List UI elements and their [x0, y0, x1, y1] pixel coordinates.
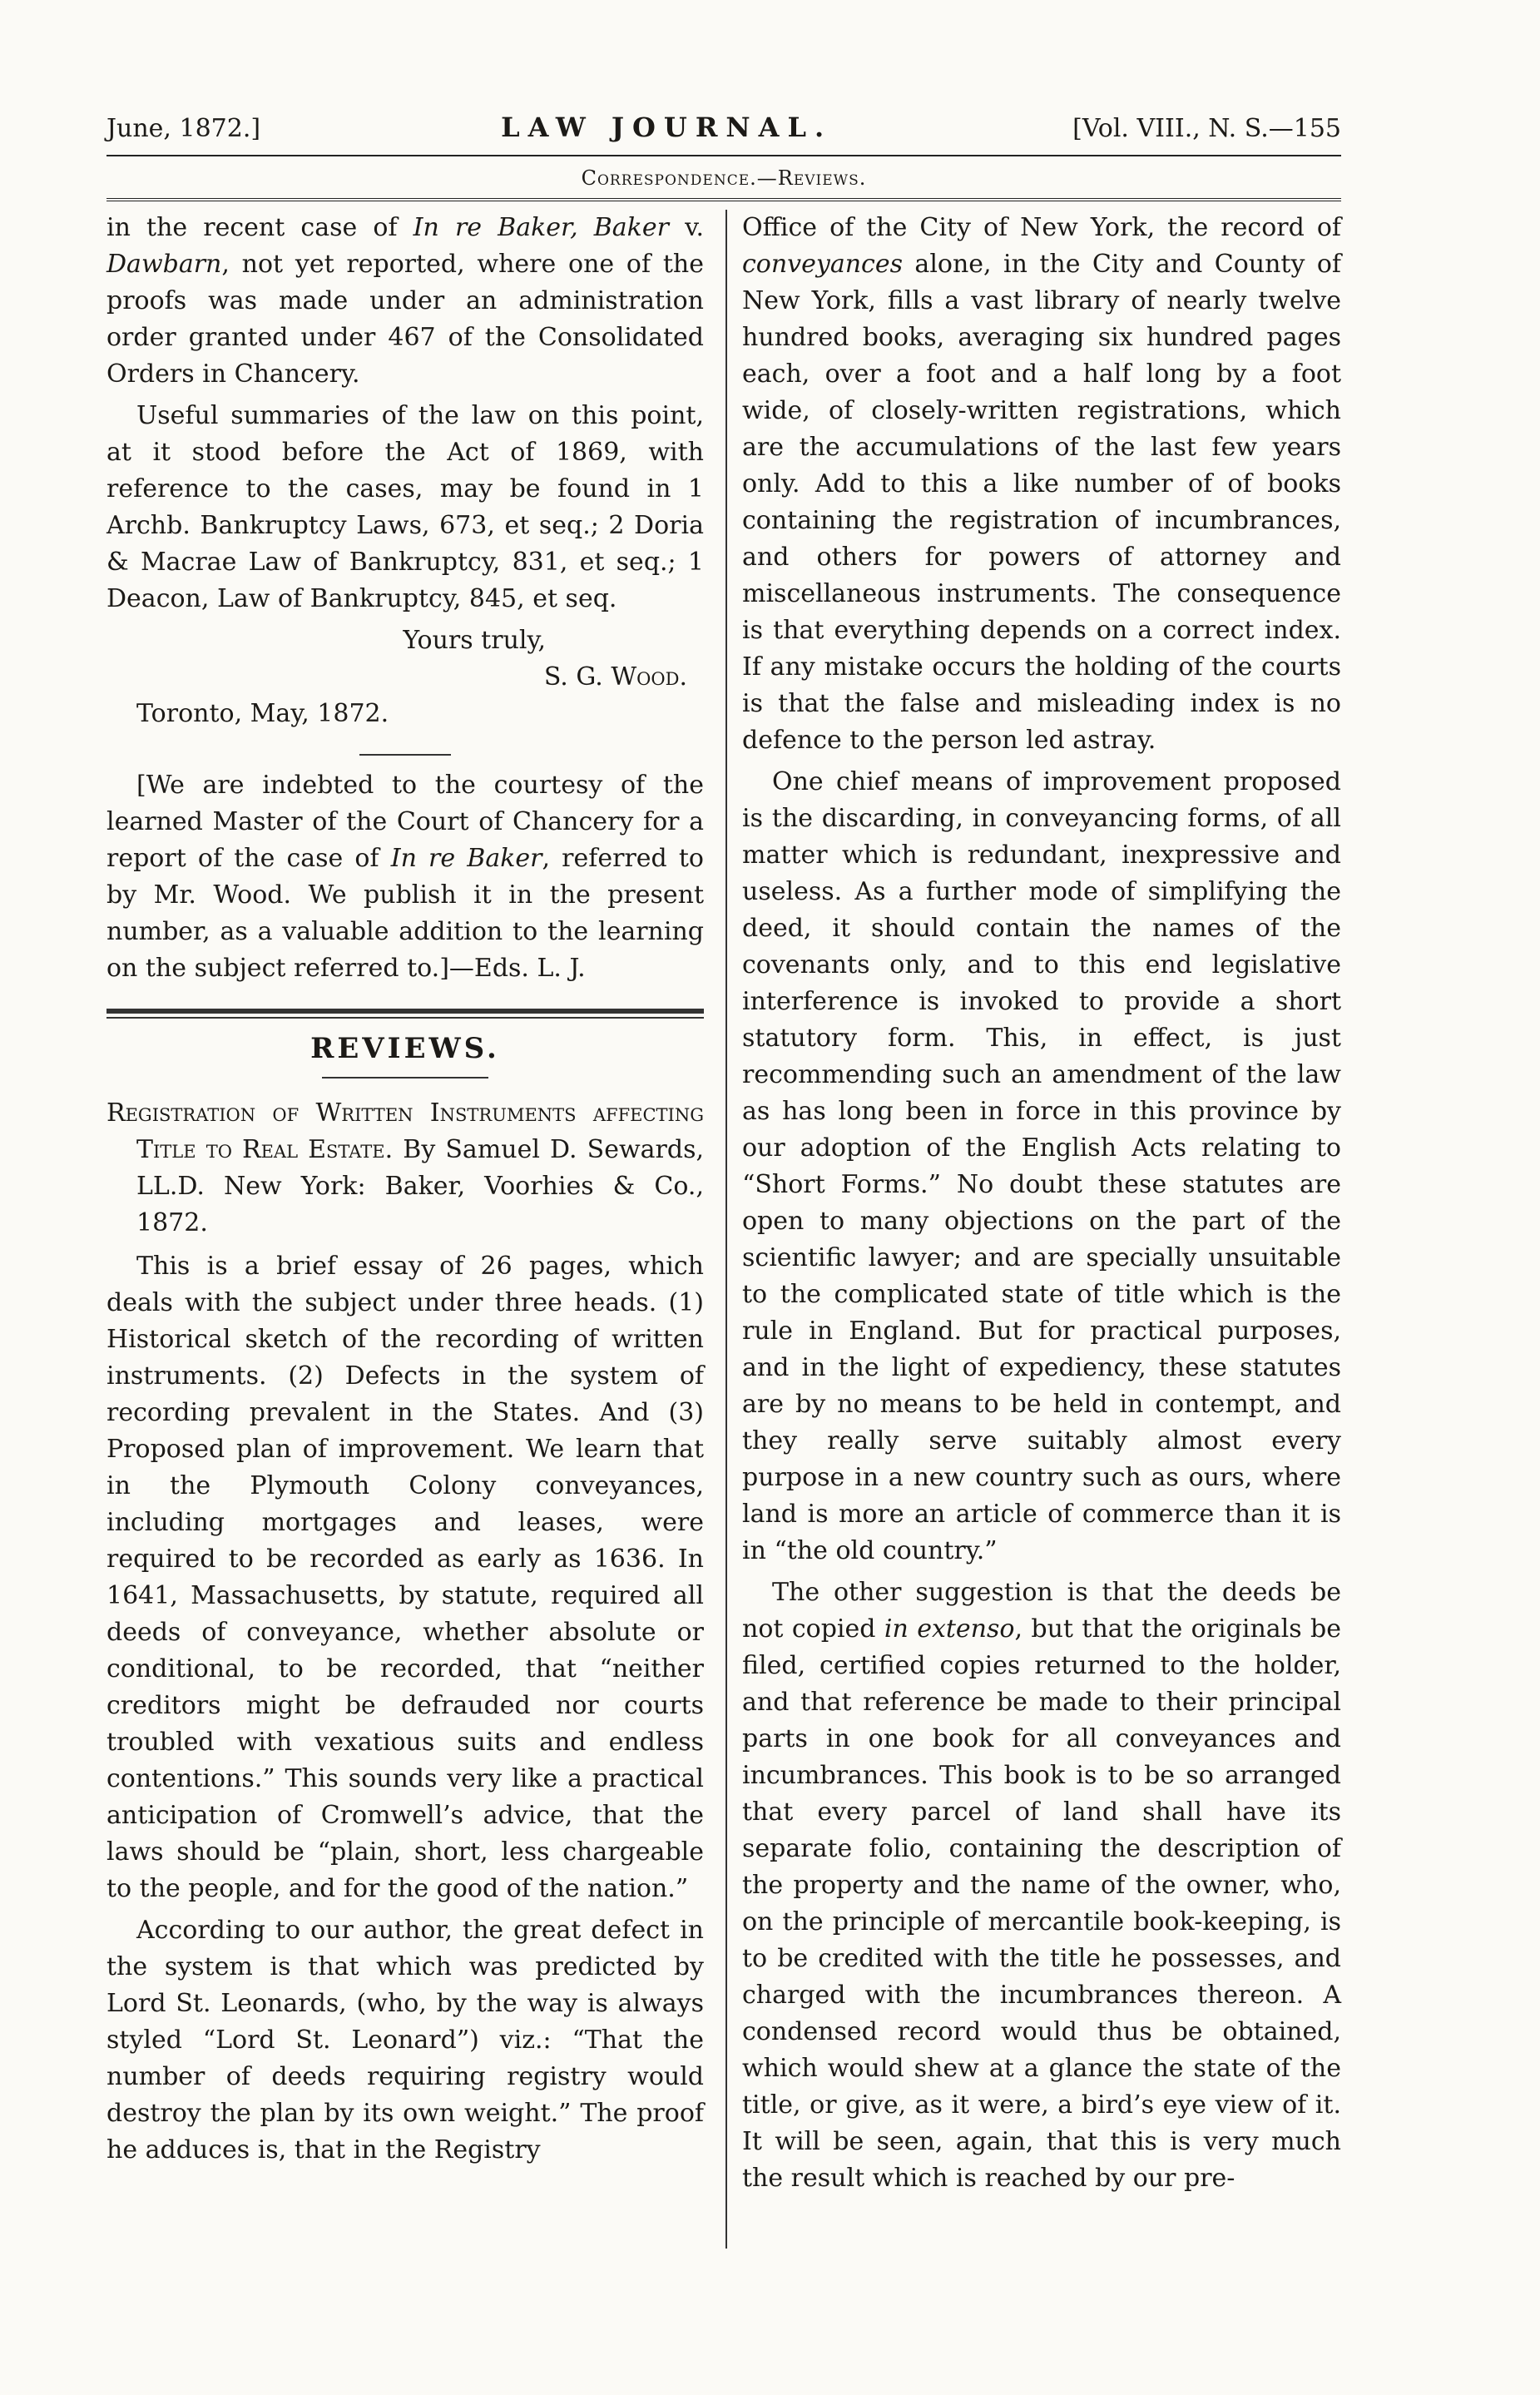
case-name: Dawbarn: [106, 250, 222, 279]
letter-closing: Yours truly,: [403, 626, 546, 655]
letter-paragraph-1: in the recent case of In re Baker, Baker v. Dawbarn, not yet reported, where one of the proofs was made under an administration order granted under 467 of the Consolidated Orders in Chancery.: [106, 213, 704, 389]
journal-page: [106, 112, 1341, 2249]
section-heading: Correspondence.—Reviews.: [581, 166, 867, 190]
case-name: In re Baker, Baker: [413, 213, 669, 242]
emphasis: in extenso: [884, 1614, 1015, 1644]
review-paragraph-4: One chief means of improvement proposed is the discarding, in conveyancing forms, of all matter which is redundant, inexpressive and useless. As a further mode of simplifying the deed, it should contain the names of the covenants only, and to this end legislative interference is invoked to provide a short statutory form. This, in effect, is just recommending such an amendment of the law as has long been in force in this province by our adoption of the English Acts relating to “Short Forms.” No doubt these statutes are open to many objections on the part of the scientific lawyer; and are specially unsuitable to the complicated state of title which is the rule in England. But for practical purposes, and in the light of expediency, these statutes are by no means to be held in contempt, and they really serve suitably almost every purpose in a new country such as ours, where land is more an article of commerce than it is in “the old country.”: [742, 767, 1341, 1565]
header-volume: [Vol. VIII., N. S.—155: [1072, 114, 1341, 143]
emphasis: conveyances: [742, 250, 903, 279]
column-divider: [725, 210, 727, 2249]
header-date: June, 1872.]: [106, 114, 261, 143]
running-header: [106, 112, 1341, 155]
editors-note: [We are indebted to the courtesy of the learned Master of the Court of Chancery for a report of the case of In re Baker, referred to by Mr. Wood. We publish it in the present number, as a valuable addition to the learning on the subject referred to.]—Eds. L. J.: [106, 771, 704, 983]
right-column: [742, 210, 1341, 2249]
book-citation: Registration of Written Instruments affecting Title to Real Estate. By Samuel D. Sewards, LL.D. New York: Baker, Voorhies & Co., 1872.: [106, 1098, 705, 1237]
case-name: In re Baker: [390, 844, 542, 873]
header-journal-title: LAW JOURNAL.: [501, 112, 833, 143]
separator-rule: [359, 754, 451, 756]
left-column: [106, 210, 704, 2249]
letter-signature: S. G. Wood.: [543, 662, 687, 692]
reviews-heading: REVIEWS.: [310, 1032, 500, 1065]
letter-place-date: Toronto, May, 1872.: [136, 699, 389, 728]
review-paragraph-5: The other suggestion is that the deeds be not copied in extenso, but that the originals be filed, certified copies returned to the holder, and that reference be made to their principal parts in one book for all conveyances and incumbrances. This book is to be so arranged that every parcel of land shall have its separate folio, containing the description of the property and the name of the owner, who, on the principle of mercantile book-keeping, is to be credited with the title he possesses, and charged with the incumbrances thereon. A condensed record would thus be obtained, which would shew at a glance the state of the title, or give, as it were, a bird’s eye view of it. It will be seen, again, that this is very much the result which is reached by our pre-: [742, 1578, 1342, 2193]
heavy-rule: [106, 1009, 704, 1014]
review-paragraph-3: Office of the City of New York, the record of conveyances alone, in the City and County of New York, fills a vast library of nearly twelve hundred books, averaging six hundred pages each, over a foot and a half long by a foot wide, of closely-written registrations, which are the accumulations of the last few years only. Add to this a like number of of books containing the registration of incumbrances, and others for powers of attorney and miscellaneous instruments. The consequence is that everything depends on a correct index. If any mistake occurs the holding of the courts is that the false and misleading index is no defence to the person led astray.: [742, 213, 1341, 755]
reviews-rule: [322, 1077, 488, 1078]
section-rule: [106, 198, 1341, 201]
review-paragraph-2: According to our author, the great defect in the system is that which was predicted by Lord St. Leonards, (who, by the way is always styled “Lord St. Leonard”) viz.: “That the number of deeds requiring registry would destroy the plan by its own weight.” The proof he adduces is, that in the Registry: [106, 1916, 704, 2164]
light-rule: [106, 1017, 704, 1019]
review-paragraph-1: This is a brief essay of 26 pages, which deals with the subject under three heads. (1) Historical sketch of the recording of written instruments. (2) Defects in the system of recording prevalent in the States. And (3) Proposed plan of improvement. We learn that in the Plymouth Colony conveyances, including mortgages and leases, were required to be recorded as early as 1636. In 1641, Massachusetts, by statute, required all deeds of conveyance, whether absolute or conditional, to be recorded, that “neither creditors might be defrauded nor courts troubled with vexatious suits and endless contentions.” This sounds very like a practical anticipation of Cromwell’s advice, that the laws should be “plain, short, less chargeable to the people, and for the good of the nation.”: [106, 1252, 704, 1903]
letter-paragraph-2: Useful summaries of the law on this point, at it stood before the Act of 1869, with reference to the cases, may be found in 1 Archb. Bankruptcy Laws, 673, et seq.; 2 Doria & Macrae Law of Bankruptcy, 831, et seq.; 1 Deacon, Law of Bankruptcy, 845, et seq.: [106, 401, 704, 613]
text-columns: [106, 210, 1341, 2249]
